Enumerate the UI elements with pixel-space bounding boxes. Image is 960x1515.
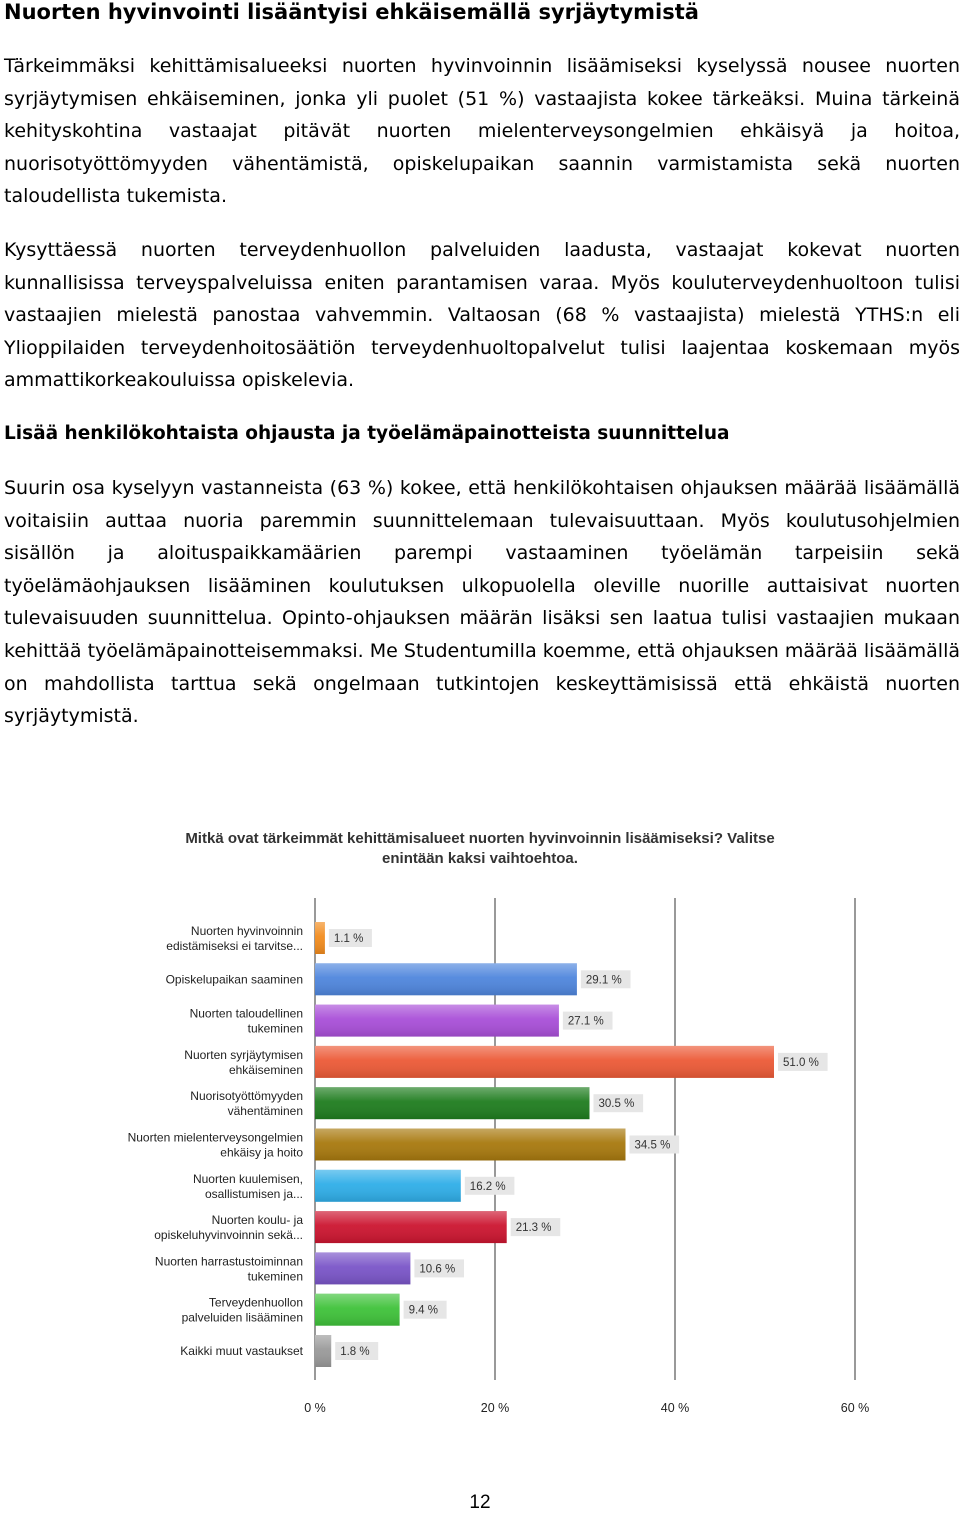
bar-chart-svg xyxy=(100,820,900,1430)
category-label: Nuorten syrjäytymisen xyxy=(184,1047,303,1062)
category-label: Opiskelupaikan saaminen xyxy=(165,972,303,987)
category-label: vähentäminen xyxy=(227,1104,303,1119)
category-label: Nuorten kuulemisen, xyxy=(192,1171,303,1186)
data-label: 10.6 % xyxy=(419,1263,456,1276)
data-label: 21.3 % xyxy=(515,1222,552,1235)
data-label: 9.4 % xyxy=(408,1304,439,1317)
x-tick-label: 20 % xyxy=(480,1401,510,1415)
bar-shade xyxy=(315,922,325,954)
bar-shade xyxy=(315,1294,400,1326)
category-label: Nuorten koulu- ja xyxy=(211,1213,303,1228)
bar-shade xyxy=(315,1046,774,1078)
category-label: tukeminen xyxy=(247,1269,303,1284)
section-heading-guidance: Lisää henkilökohtaista ohjausta ja työelämäpainotteista suunnittelua xyxy=(4,423,730,444)
bar-shade xyxy=(315,1335,331,1367)
category-label: Nuorten harrastustoiminnan xyxy=(154,1254,303,1269)
x-tick-label: 0 % xyxy=(304,1401,326,1415)
category-label: tukeminen xyxy=(247,1021,303,1036)
category-label: Nuorisotyöttömyyden xyxy=(190,1089,303,1104)
chart-title-line: enintään kaksi vaihtoehtoa. xyxy=(382,850,578,867)
category-label: Kaikki muut vastaukset xyxy=(180,1344,303,1358)
data-label: 29.1 % xyxy=(585,974,622,987)
bar-shade xyxy=(315,1252,410,1284)
category-label: Nuorten mielenterveysongelmien xyxy=(127,1130,303,1145)
bar-shade xyxy=(315,1170,461,1202)
category-label: palveluiden lisääminen xyxy=(181,1310,303,1325)
bar-chart xyxy=(100,820,900,1430)
page-number: 12 xyxy=(469,1492,491,1513)
data-label: 27.1 % xyxy=(567,1015,604,1028)
category-label: ehkäisy ja hoito xyxy=(220,1145,303,1160)
category-label: Nuorten taloudellinen xyxy=(189,1006,303,1021)
category-label: Nuorten hyvinvoinnin xyxy=(190,924,303,938)
chart-title-line: Mitkä ovat tärkeimmät kehittämisalueet nuorten hyvinvoinnin lisäämiseksi? Valitse xyxy=(185,830,775,847)
category-label: ehkäiseminen xyxy=(228,1062,303,1077)
x-tick-label: 40 % xyxy=(660,1401,690,1415)
data-label: 1.1 % xyxy=(333,933,364,945)
data-label: 34.5 % xyxy=(634,1139,671,1152)
paragraph-health-services: Kysyttäessä nuorten terveydenhuollon palveluiden laadusta, vastaajat kokevat nuorten kunnallisissa terveyspalveluissa eniten parantamisen varaa. Myös kouluterveydenhuoltoon tulisi vastaajien mielestä panostaa vahvemmin. Valtaosan (68 % vastaajista) mielestä YTHS:n eli Ylioppilaiden terveydenhoitosäätiön terveydenhuoltopalvelut tulisi laajentaa koskemaan myös ammattikorkeakouluissa opiskelevia. xyxy=(4,239,960,392)
bar-shade xyxy=(315,1087,590,1119)
bar-shade xyxy=(315,1129,626,1161)
data-label: 30.5 % xyxy=(598,1098,635,1111)
section-heading-wellbeing: Nuorten hyvinvointi lisääntyisi ehkäisemällä syrjäytymistä xyxy=(4,0,699,24)
category-label: opiskeluhyvinvoinnin sekä... xyxy=(154,1228,303,1243)
data-label: 16.2 % xyxy=(469,1180,506,1193)
category-label: osallistumisen ja... xyxy=(204,1186,303,1201)
data-label: 1.8 % xyxy=(340,1346,370,1358)
data-label: 51.0 % xyxy=(783,1056,819,1069)
category-label: Terveydenhuollon xyxy=(208,1295,303,1310)
bar-shade xyxy=(315,963,577,995)
paragraph-guidance: Suurin osa kyselyyn vastanneista (63 %) kokee, että henkilökohtaisen ohjauksen määrää lisäämällä voitaisiin auttaa nuoria paremmin suunnittelemaan tulevaisuuttaan. Myös koulutusohjelmien sisällön ja aloituspaikkamäärien parempi vastaaminen työelämän tarpeisiin sekä työelämäohjauksen lisääminen koulutuksen ulkopuolella oleville nuorille auttaisivat nuorten tulevaisuuden suunnittelua. Opinto-ohjauksen määrän lisäksi sen laatua tulisi vastaajien mukaan kehittää työelämäpainotteisemmaksi. Me Studentumilla koemme, että ohjauksen määrää lisäämällä on mahdollista tarttua sekä ongelmaan tutkintojen keskeyttämisissä että ehkäistä nuorten syrjäytymistä. xyxy=(4,477,960,728)
bar-shade xyxy=(315,1211,507,1243)
bar-shade xyxy=(315,1005,559,1037)
paragraph-wellbeing-priorities: Tärkeimmäksi kehittämisalueeksi nuorten hyvinvoinnin lisäämiseksi kyselyssä nousee nuorten syrjäytymisen ehkäiseminen, jonka yli puolet (51 %) vastaajista kokee tärkeäksi. Muina tärkeinä kehityskohtina vastaajat pitävät nuorten mielenterveysongelmien ehkäisyä ja hoitoa, nuorisotyöttömyyden vähentämistä, opiskelupaikan saannin varmistamista sekä nuorten taloudellista tukemista. xyxy=(4,55,960,208)
x-tick-label: 60 % xyxy=(840,1401,870,1415)
category-label: edistämiseksi ei tarvitse... xyxy=(166,939,303,953)
